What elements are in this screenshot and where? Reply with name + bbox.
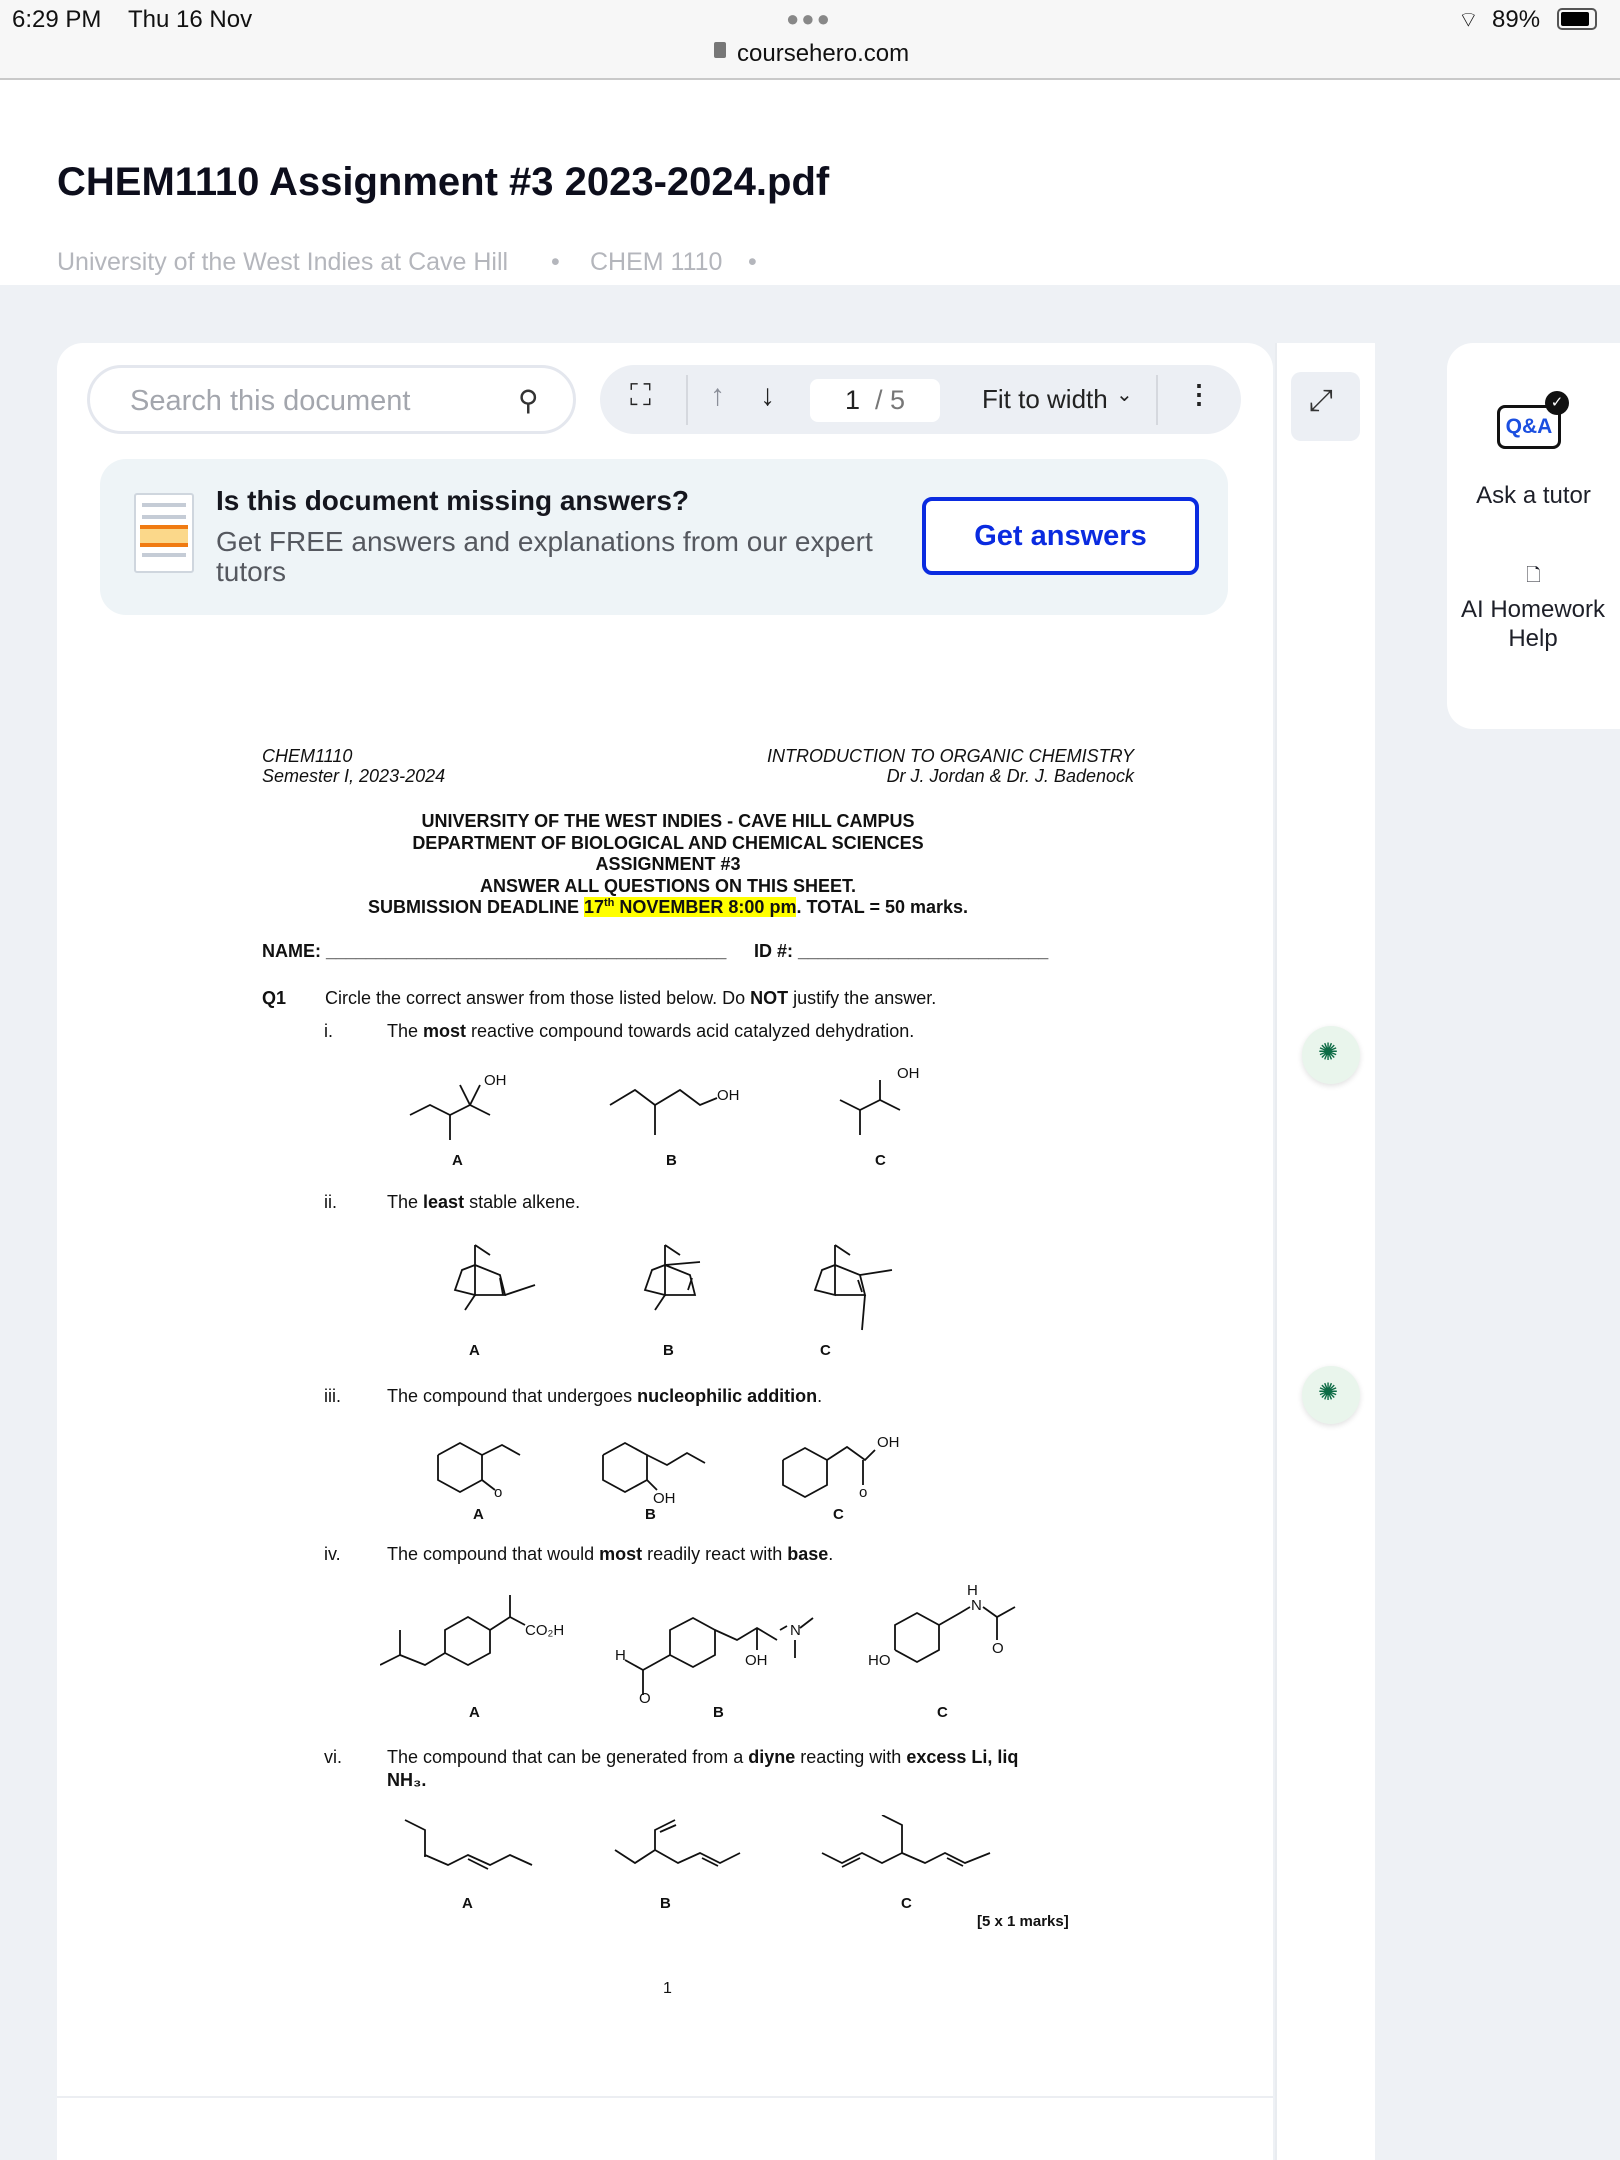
breadcrumb-separator: • bbox=[551, 248, 560, 276]
choice-a[interactable]: A bbox=[469, 1342, 480, 1359]
lock-icon bbox=[714, 42, 726, 58]
breadcrumb-separator: • bbox=[748, 248, 757, 276]
check-icon: ✓ bbox=[1545, 391, 1569, 415]
svg-text:OH: OH bbox=[484, 1072, 507, 1089]
part-text-continued: NH₃. bbox=[387, 1770, 427, 1790]
part-number: i. bbox=[324, 1021, 333, 1041]
viewer-toolbar bbox=[600, 365, 1241, 434]
ask-tutor-link[interactable]: Ask a tutor bbox=[1476, 482, 1591, 509]
svg-text:OH: OH bbox=[877, 1434, 900, 1451]
question-instruction: Circle the correct answer from those listed below. Do NOT justify the answer. bbox=[325, 988, 937, 1008]
choice-a[interactable]: A bbox=[469, 1704, 480, 1721]
missing-answers-banner bbox=[100, 459, 1228, 615]
page-number: 1 bbox=[663, 1980, 672, 1997]
url-bar[interactable]: coursehero.com bbox=[737, 40, 910, 67]
banner-title: Is this document missing answers? bbox=[216, 485, 690, 516]
breadcrumb-school[interactable]: University of the West Indies at Cave Hill bbox=[57, 248, 509, 276]
previous-page-icon[interactable]: ↑ bbox=[710, 379, 725, 412]
question-number: Q1 bbox=[262, 988, 287, 1008]
choice-b[interactable]: B bbox=[645, 1506, 656, 1523]
ai-homework-help-link[interactable]: AI Homework Help bbox=[1460, 596, 1606, 652]
choice-a[interactable]: A bbox=[462, 1895, 473, 1912]
svg-text:OH: OH bbox=[717, 1087, 740, 1104]
svg-text:O: O bbox=[992, 1640, 1004, 1657]
search-icon[interactable]: ⚲ bbox=[518, 385, 539, 416]
molecule-iv-a[interactable] bbox=[380, 1595, 580, 1685]
expand-arrows-icon: ⤢ bbox=[1309, 384, 1333, 417]
choice-b[interactable]: B bbox=[713, 1704, 724, 1721]
assignment-heading: ASSIGNMENT #3 bbox=[595, 854, 741, 874]
tab-dots-icon[interactable]: ●●● bbox=[786, 6, 832, 31]
zoom-select[interactable]: Fit to width bbox=[982, 384, 1108, 414]
chevron-down-icon[interactable]: ⌄ bbox=[1116, 384, 1133, 406]
part-text: The compound that can be generated from a diyne reacting with excess Li, liq bbox=[387, 1747, 1019, 1767]
molecule-vi-b[interactable] bbox=[610, 1815, 750, 1875]
lightbulb-button[interactable]: ✺ bbox=[1302, 1366, 1360, 1424]
breadcrumb-course[interactable]: CHEM 1110 bbox=[590, 248, 723, 276]
choice-b[interactable]: B bbox=[660, 1895, 671, 1912]
marks-note: [5 x 1 marks] bbox=[977, 1913, 1069, 1930]
svg-text:N: N bbox=[790, 1622, 801, 1639]
part-number: vi. bbox=[324, 1747, 342, 1767]
molecule-iv-b[interactable] bbox=[615, 1600, 835, 1705]
course-code: CHEM1110 bbox=[262, 746, 353, 766]
lightbulb-button[interactable]: ✺ bbox=[1302, 1026, 1360, 1084]
semester: Semester I, 2023-2024 bbox=[262, 766, 446, 786]
part-text: The least stable alkene. bbox=[387, 1192, 581, 1212]
divider bbox=[1156, 375, 1158, 425]
part-text: The most reactive compound towards acid catalyzed dehydration. bbox=[387, 1021, 915, 1041]
status-bar bbox=[0, 0, 1620, 80]
study-tools-panel bbox=[1447, 343, 1620, 729]
molecule-vi-a[interactable] bbox=[400, 1815, 540, 1875]
molecule-i-a[interactable] bbox=[400, 1060, 520, 1150]
instructions-heading: ANSWER ALL QUESTIONS ON THIS SHEET. bbox=[479, 876, 857, 896]
choice-c[interactable]: C bbox=[901, 1895, 912, 1912]
viewer-side-rail bbox=[1275, 343, 1375, 2160]
choice-c[interactable]: C bbox=[875, 1152, 886, 1169]
document-highlight-icon bbox=[134, 493, 194, 573]
next-page-icon[interactable]: ↓ bbox=[760, 379, 775, 412]
search-input[interactable] bbox=[87, 365, 576, 434]
molecule-iii-a[interactable] bbox=[430, 1425, 540, 1505]
part-number: iv. bbox=[324, 1544, 341, 1564]
svg-text:OH: OH bbox=[653, 1490, 676, 1507]
page-number-input[interactable]: 1 / 5 bbox=[810, 379, 940, 422]
choice-b[interactable]: B bbox=[663, 1342, 674, 1359]
svg-text:CO₂H: CO₂H bbox=[525, 1622, 565, 1639]
molecule-iii-c[interactable] bbox=[775, 1425, 915, 1515]
course-name: INTRODUCTION TO ORGANIC CHEMISTRY bbox=[766, 746, 1134, 766]
svg-text:N: N bbox=[971, 1597, 982, 1614]
choice-a[interactable]: A bbox=[473, 1506, 484, 1523]
molecule-ii-a[interactable] bbox=[440, 1240, 540, 1330]
svg-text:O: O bbox=[639, 1690, 651, 1705]
choice-c[interactable]: C bbox=[937, 1704, 948, 1721]
name-field[interactable]: NAME: ________________________________________ bbox=[262, 941, 727, 961]
part-text: The compound that would most readily react with base. bbox=[387, 1544, 834, 1564]
qa-icon[interactable]: Q&A bbox=[1497, 405, 1561, 449]
get-answers-button[interactable]: Get answers bbox=[922, 497, 1199, 575]
battery-icon bbox=[1557, 8, 1597, 30]
id-field[interactable]: ID #: _________________________ bbox=[754, 941, 1049, 961]
banner-subtitle: Get FREE answers and explanations from our expert tutors bbox=[216, 526, 873, 587]
battery-percent: 89% bbox=[1492, 6, 1541, 33]
svg-text:OH: OH bbox=[897, 1065, 920, 1082]
svg-text:HO: HO bbox=[868, 1652, 891, 1669]
svg-text:o: o bbox=[859, 1484, 868, 1501]
molecule-iii-b[interactable] bbox=[595, 1425, 715, 1510]
expand-button[interactable] bbox=[1291, 372, 1360, 441]
department-heading: DEPARTMENT OF BIOLOGICAL AND CHEMICAL SCIENCES bbox=[412, 833, 924, 853]
svg-text:H: H bbox=[967, 1585, 978, 1599]
part-number: ii. bbox=[324, 1192, 337, 1212]
choice-b[interactable]: B bbox=[666, 1152, 677, 1169]
divider bbox=[686, 375, 688, 425]
molecule-iv-c[interactable] bbox=[865, 1585, 1025, 1675]
search-placeholder: Search this document bbox=[130, 385, 411, 417]
svg-text:OH: OH bbox=[745, 1652, 768, 1669]
choice-c[interactable]: C bbox=[833, 1506, 844, 1523]
university-heading: UNIVERSITY OF THE WEST INDIES - CAVE HILL CAMPUS bbox=[421, 811, 915, 831]
molecule-i-b[interactable] bbox=[605, 1070, 745, 1150]
fullscreen-icon[interactable]: ⛶ bbox=[630, 379, 651, 412]
choice-c[interactable]: C bbox=[820, 1342, 831, 1359]
molecule-vi-c[interactable] bbox=[820, 1815, 1000, 1875]
part-number: iii. bbox=[324, 1386, 341, 1406]
choice-a[interactable]: A bbox=[452, 1152, 463, 1169]
molecule-ii-c[interactable] bbox=[800, 1240, 900, 1340]
molecule-i-c[interactable] bbox=[835, 1060, 935, 1150]
page-title: CHEM1110 Assignment #3 2023-2024.pdf bbox=[57, 160, 830, 204]
deadline-line: SUBMISSION DEADLINE 17th NOVEMBER 8:00 pm. TOTAL = 50 marks. bbox=[367, 897, 969, 917]
svg-text:H: H bbox=[615, 1647, 626, 1664]
page-divider bbox=[57, 2096, 1273, 2098]
part-text: The compound that undergoes nucleophilic addition. bbox=[387, 1386, 823, 1406]
svg-text:o: o bbox=[494, 1484, 503, 1501]
status-time: 6:29 PM bbox=[12, 6, 102, 33]
ai-homework-icon: 🗋 bbox=[1526, 565, 1541, 585]
wifi-icon: ⌔ bbox=[1458, 7, 1479, 32]
more-options-icon[interactable]: ⋮ bbox=[1186, 379, 1212, 409]
lecturers: Dr J. Jordan & Dr. J. Badenock bbox=[886, 766, 1134, 786]
status-date: Thu 16 Nov bbox=[128, 6, 253, 33]
molecule-ii-b[interactable] bbox=[630, 1240, 730, 1330]
